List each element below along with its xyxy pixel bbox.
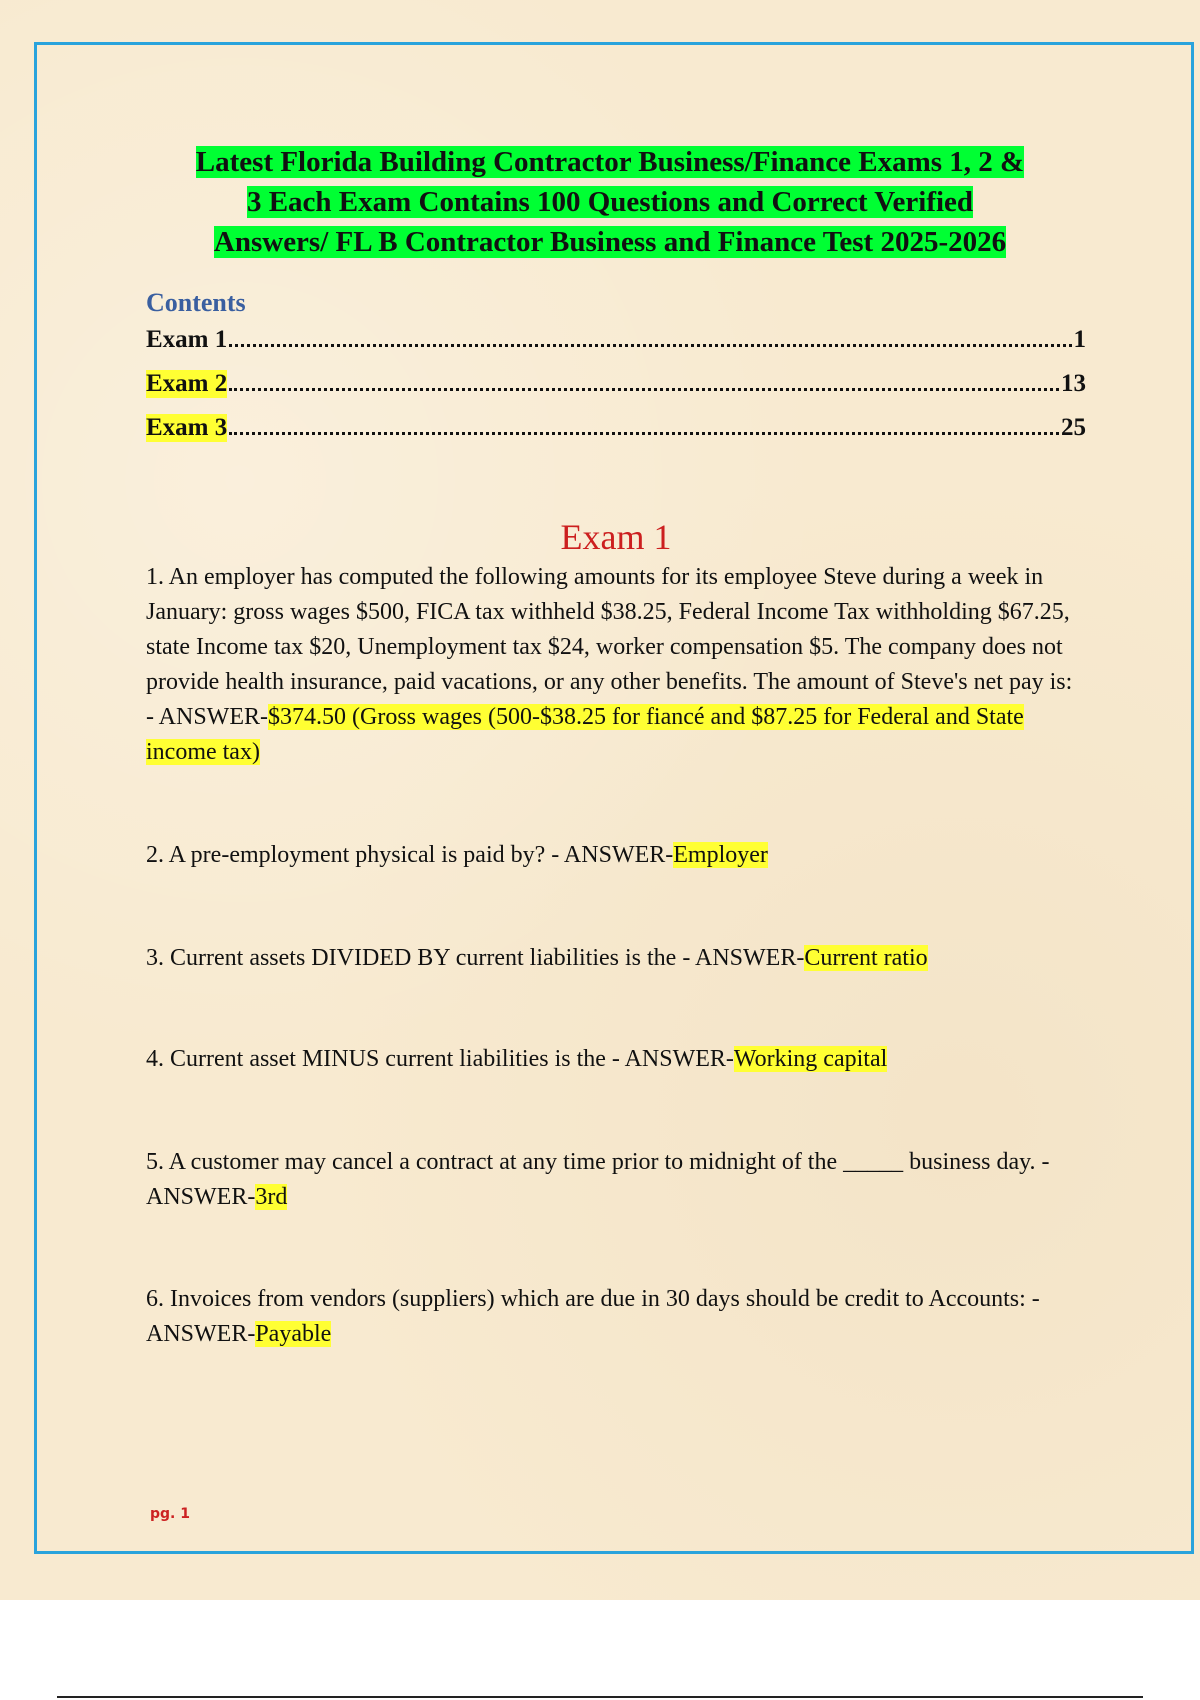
contents-heading: Contents (146, 288, 246, 317)
toc-entry-exam-3[interactable] (146, 414, 1086, 442)
question-text: 4. Current asset MINUS current liabilities is the - ANSWER- (146, 1046, 734, 1072)
question-text: 6. Invoices from vendors (suppliers) which are due in 30 days should be credit to Accounts: - ANSWER- (146, 1286, 1040, 1347)
bottom-divider (57, 1696, 1143, 1698)
title-line-3: Answers/ FL B Contractor Business and Finance Test 2025-2026 (213, 226, 1007, 258)
question-2 (146, 838, 1086, 873)
document-title (140, 142, 1080, 262)
title-line-2: 3 Each Exam Contains 100 Questions and Correct Verified (246, 186, 974, 218)
answer-text: Working capital (733, 1046, 888, 1072)
toc-entry-exam-1[interactable] (146, 326, 1086, 354)
toc-entry-exam-2[interactable] (146, 370, 1086, 398)
answer-text: Payable (255, 1321, 332, 1347)
question-text: 5. A customer may cancel a contract at any time prior to midnight of the _____ business day. - ANSWER- (146, 1149, 1050, 1210)
answer-text: 3rd (255, 1184, 288, 1210)
answer-text: Employer (673, 842, 768, 868)
question-5 (146, 1145, 1086, 1215)
toc-leader-dots (229, 432, 1059, 435)
question-text: 2. A pre-employment physical is paid by? - ANSWER- (146, 842, 674, 868)
question-3 (146, 941, 1086, 976)
question-text: 1. An employer has computed the following amounts for its employee Steve during a week in January: gross wages $500, FICA tax withheld $38.25, Federal Income Tax withholding $67.25, state Income tax $20, Unemployment tax $24, worker compensation $5. The company does not provide health insurance, paid vacations, or any other benefits. The amount of Steve's net pay is: - ANSWER- (146, 564, 1073, 730)
toc-entry-label: Exam 3 (146, 414, 228, 441)
toc-entry-page: 25 (1061, 414, 1086, 441)
toc-entry-label: Exam 2 (146, 370, 228, 397)
question-6 (146, 1282, 1086, 1352)
toc-entry-page: 1 (1073, 326, 1086, 353)
toc-leader-dots (229, 344, 1071, 347)
toc-leader-dots (229, 388, 1059, 391)
question-text: 3. Current assets DIVIDED BY current liabilities is the - ANSWER- (146, 945, 805, 971)
section-heading: Exam 1 (560, 517, 672, 557)
toc-entry-page: 13 (1061, 370, 1086, 397)
toc-entry-label: Exam 1 (146, 326, 228, 353)
answer-text: $374.50 (Gross wages (500-$38.25 for fiancé and $87.25 for Federal and State income tax) (146, 704, 1024, 765)
answer-text: Current ratio (804, 945, 928, 971)
page-number: pg. 1 (150, 1506, 190, 1522)
title-line-1: Latest Florida Building Contractor Business/Finance Exams 1, 2 & (195, 146, 1025, 178)
question-1 (146, 560, 1086, 770)
question-4 (146, 1042, 1086, 1077)
